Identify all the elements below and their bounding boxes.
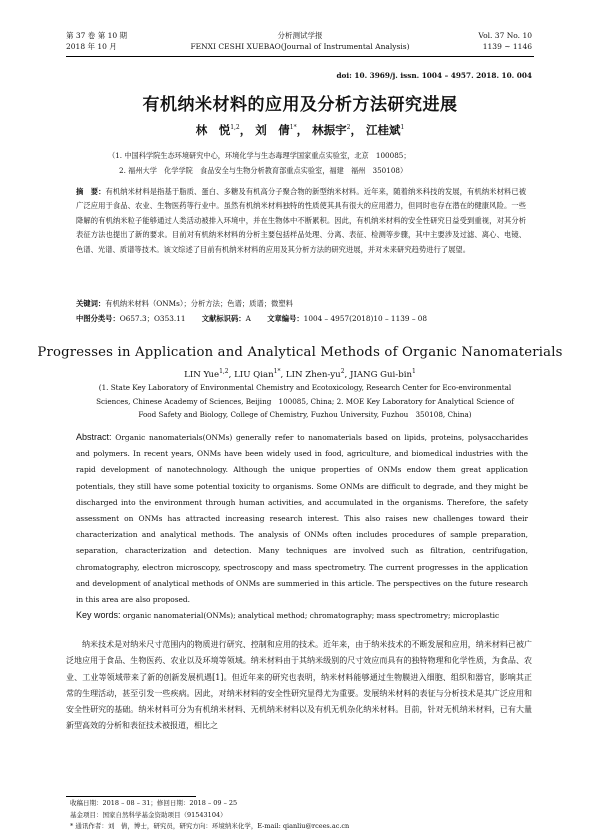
affiliation-cn-2: 2. 福州大学 化学学院 食品安全与生物分析教育部重点实验室，福建 福州 350108） xyxy=(119,165,408,175)
clc-number xyxy=(76,314,185,323)
author-en: JIANG Gui-bin xyxy=(350,369,412,380)
journal-cn: 分析测试学报 xyxy=(277,31,323,40)
author-sup: 1,2 xyxy=(219,368,229,375)
abstract-cn xyxy=(76,185,526,257)
authors-en: LIN Yue$^{1,2}$, LIU Qian$^{1*}$, LIN Zhen-$yu^2$, JIANG Gui-bin$^1$ xyxy=(184,368,416,380)
keywords-cn-text: 有机纳米材料（ONMs）；分析方法；色谱；质谱；微塑料 xyxy=(105,299,293,308)
volume-en: Vol. 37 No. 10 xyxy=(478,31,532,40)
author-cn: 江桂斌 xyxy=(365,123,401,137)
title-cn: 有机纳米材料的应用及分析方法研究进展 xyxy=(142,95,458,115)
author-en: LIU Qian xyxy=(234,369,274,380)
author-sup: 2 xyxy=(340,368,345,375)
author-en: LIN Zhen-yu xyxy=(285,369,341,380)
article-number-value: 1004 – 4957(2018)10 – 1139 – 08 xyxy=(303,314,428,323)
volume-cn: 第 37 卷 第 10 期 xyxy=(66,31,128,40)
title-en: Progresses in Application and Analytical Methods of Organic Nanomaterials xyxy=(37,345,563,360)
footnote-received: 收稿日期：2018 – 08 – 31；修回日期：2018 – 09 – 25 xyxy=(70,799,238,807)
article-number-label: 文章编号： xyxy=(267,314,304,323)
author-sup: 1* xyxy=(289,124,297,132)
doi: doi: 10. 3969/j. issn. 1004 – 4957. 2018. 10. 004 xyxy=(336,71,532,80)
affiliations-cn xyxy=(108,149,508,178)
classification-cn xyxy=(76,313,526,325)
author-sup: 1 xyxy=(400,124,405,132)
affiliations-en: (1. State Key Laboratory of Environmental Chemistry and Ecotoxicology, Research Center for Eco-environmental Sciences, Chinese Academy of Sciences, Beijing 100085, China; 2. MOE Key Laboratory for Analytical Science of Food Safety and Biology, College of Chemistry, Fuzhou University, Fuzhou 350108, China) xyxy=(96,383,514,419)
journal-en: FENXI CESHI XUEBAO(Journal of Instrumental Analysis) xyxy=(190,42,410,51)
document-code xyxy=(202,314,251,323)
author-en: LIN Yue xyxy=(184,369,220,380)
keywords-en-text: organic nanomaterial(ONMs); analytical method; chromatography; mass spectrometry; microplastic xyxy=(122,611,500,620)
author-cn: 林 悦 xyxy=(195,123,231,137)
abstract-en-text: Organic nanomaterials(ONMs) generally refer to nanomaterials based on lipids, proteins, polysaccharides and polymers. In recent years, ONMs have been widely used in food, agriculture, and biomedical industries with the rapid development of nanotechnology. Although the unique properties of ONMs endow them great application potentials, they still have some potential toxicity to organisms. Some ONMs are difficult to degrade, and they might be discharged into the environment through human activities, and accumulated in the organisms. Therefore, the safety assessment on ONMs has attracted increasing research interest. This also raises new challenges toward their characterization and analytical methods. The analysis of ONMs often includes procedures of sample preparation, separation, characterization and detection. Many techniques are involved such as filtration, centrifugation, chromatography, electron microscopy, spectroscopy and mass spectrometry. The current progresses in the application and development of analytical methods of ONMs are summeried in this article. The perspectives on the future research in this area are also proposed. xyxy=(76,433,528,605)
abstract-cn-label: 摘 要： xyxy=(76,187,106,196)
author-sup: 1,2 xyxy=(230,124,240,132)
footnotes xyxy=(70,798,530,833)
body-text-cn: 纳米技术是对纳米尺寸范围内的物质进行研究、控制和应用的技术。近年来，由于纳米技术的不断发展和应用，纳米材料已被广泛地应用于食品、生物医药、农业以及环境等领域。纳米材料由于其纳米级别的尺寸效应而具有的独特物理和化学性质，为食品、农业、工业等领域带来了新的创新发展机遇[1]。但近年来的研究也表明，纳米材料能够通过生物膜进入细胞、组织和器官，影响其正常的生理活动，甚至引发一些疾病。因此，对纳米材料的安全性研究显得尤为重要。发展纳米材料的表征与分析技术是其广泛应用和安全性研究的基础。纳米材料可分为有机纳米材料、无机纳米材料以及有机无机杂化纳米材料。目前，针对无机纳米材料，已有大量新型高效的分析和表征技术被报道，相比之 xyxy=(66,640,532,731)
affiliation-cn-1: （1. 中国科学院生态环境研究中心，环境化学与生态毒理学国家重点实验室，北京 100085； xyxy=(108,151,411,160)
author-sup: 1* xyxy=(273,368,281,375)
footnote-rule xyxy=(66,796,196,797)
abstract-en-label: Abstract: xyxy=(76,432,112,442)
keywords-en xyxy=(76,607,528,624)
abstract-cn-text: 有机纳米材料是指基于脂质、蛋白、多糖及有机高分子聚合物的新型纳米材料。近年来，随着纳米科技的发展，有机纳米材料已被广泛应用于食品、农业、生物医药等行业中。虽然有机纳米材料独特的性质使其具有很大的应用潜力，但同时也存在潜在的健康风险。一些降解的有机纳米粒子能够通过人类活动被排入环境中，并在生物体中不断累积。因此，有机纳米材料的安全性研究日益受到重视，对其分析表征方法也提出了新的要求。目前对有机纳米材料的分析主要包括样品处理、分离、表征、检测等步骤，其中主要涉及过滤、离心、电镜、色谱、光谱、质谱等技术。该文综述了目前有机纳米材料的应用及其分析方法的研究进展，并对未来研究趋势进行了展望。 xyxy=(76,187,526,254)
document-code-value: A xyxy=(245,314,251,323)
keywords-cn xyxy=(76,298,526,310)
author-cn: 刘 倩 xyxy=(255,123,290,137)
abstract-en xyxy=(76,429,528,608)
document-code-label: 文献标识码： xyxy=(201,314,246,323)
page-range: 1139 ~ 1146 xyxy=(482,42,532,51)
header-right xyxy=(478,30,532,52)
article-number xyxy=(267,314,427,323)
header-rule xyxy=(66,56,534,57)
keywords-en-label: Key words: xyxy=(76,610,121,620)
clc-label: 中图分类号： xyxy=(76,314,120,323)
author-cn: 林振宇 xyxy=(312,123,347,137)
authors-cn: 林 悦$^{1,2}$， 刘 倩$^{1*}$， 林振宇$^2$， 江桂斌$^1$ xyxy=(195,123,405,137)
author-sup: 1 xyxy=(412,368,416,375)
keywords-cn-label: 关键词： xyxy=(76,299,106,308)
footnote-correspondence: * 通讯作者：刘 倩，博士，研究员，研究方向：环境纳米化学，E-mail: qianliu@rcees.ac.cn xyxy=(70,822,350,830)
clc-value: O657.3；O353.11 xyxy=(119,314,186,323)
footnote-funding: 基金项目：国家自然科学基金资助项目（91543104） xyxy=(70,810,227,819)
author-sup: 2 xyxy=(346,124,351,132)
date-cn: 2018 年 10 月 xyxy=(66,42,117,51)
